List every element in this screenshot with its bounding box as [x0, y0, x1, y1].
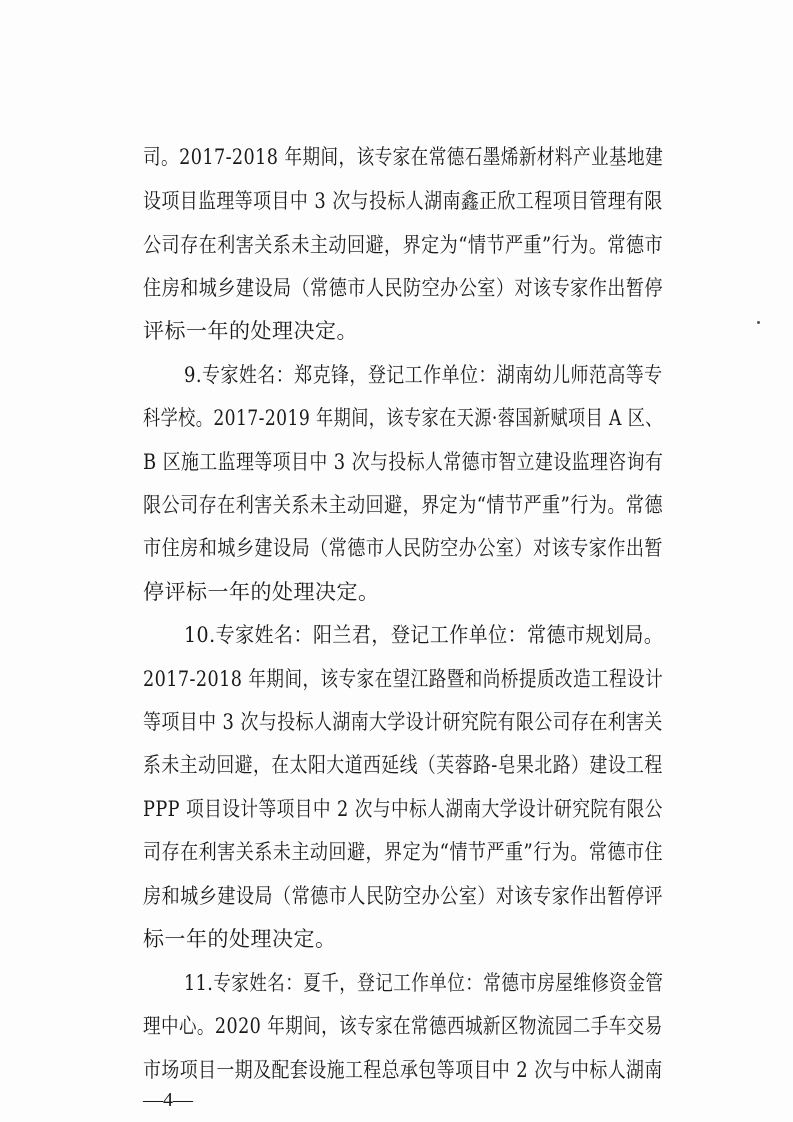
paragraph-line: 评标一年的处理决定。: [143, 319, 358, 343]
paragraph-line: 司存在利害关系未主动回避，界定为“情节严重”行为。常德市住: [143, 840, 664, 864]
paragraph-line: 市场项目一期及配套设施工程总承包等项目中 2 次与中标人湖南: [143, 1058, 663, 1082]
paragraph-line: 市住房和城乡建设局（常德市人民防空办公室）对该专家作出暂: [143, 536, 664, 560]
paragraph-line: 设项目监理等项目中 3 次与投标人湖南鑫正欣工程项目管理有限: [143, 189, 663, 213]
paragraph-line: 科学校。2017-2019 年期间，该专家在天源·蓉国新赋项目 A 区、: [143, 406, 663, 430]
paragraph-line: 理中心。2020 年期间，该专家在常德西城新区物流园二手车交易: [143, 1014, 663, 1038]
paragraph-line: PPP 项目设计等项目中 2 次与中标人湖南大学设计研究院有限公: [143, 797, 663, 821]
paragraph-line: 等项目中 3 次与投标人湖南大学设计研究院有限公司存在利害关: [143, 710, 663, 734]
paragraph-line: 停评标一年的处理决定。: [143, 580, 380, 604]
scan-speck: [757, 321, 760, 324]
paragraph-line: 11.专家姓名：夏千，登记工作单位：常德市房屋维修资金管: [184, 971, 664, 995]
page-number: —4—: [143, 1089, 193, 1111]
paragraph-line: 2017-2018 年期间，该专家在望江路暨和尚桥提质改造工程设计: [143, 667, 664, 691]
paragraph-line: 住房和城乡建设局（常德市人民防空办公室）对该专家作出暂停: [143, 276, 664, 300]
paragraph-line: 9.专家姓名：郑克锋，登记工作单位：湖南幼儿师范高等专: [184, 363, 663, 387]
paragraph-line: 房和城乡建设局（常德市人民防空办公室）对该专家作出暂停评: [143, 884, 664, 908]
paragraph-line: 标一年的处理决定。: [143, 927, 337, 951]
paragraph-line: 司。2017-2018 年期间，该专家在常德石墨烯新材料产业基地建: [143, 145, 664, 169]
paragraph-line: 系未主动回避，在太阳大道西延线（芙蓉路-皂果北路）建设工程: [143, 753, 663, 777]
paragraph-line: 公司存在利害关系未主动回避，界定为“情节严重”行为。常德市: [143, 233, 664, 257]
paragraph-line: 限公司存在利害关系未主动回避，界定为“情节严重”行为。常德: [143, 493, 664, 517]
paragraph-line: B 区施工监理等项目中 3 次与投标人常德市智立建设监理咨询有: [143, 450, 664, 474]
paragraph-line: 10.专家姓名：阳兰君，登记工作单位：常德市规划局。: [184, 623, 664, 647]
